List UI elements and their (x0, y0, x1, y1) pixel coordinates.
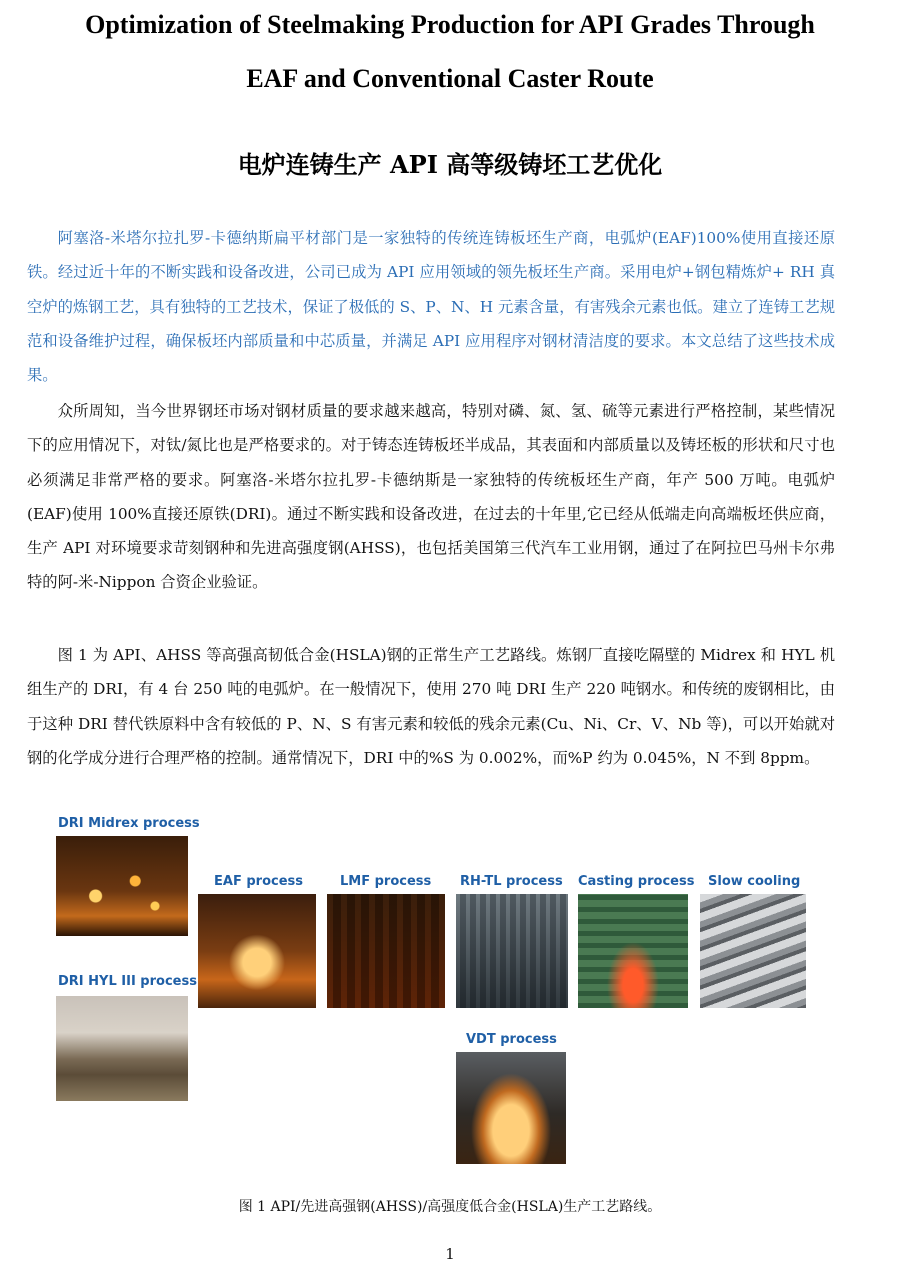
photo-eaf (198, 894, 316, 1008)
title-chinese: 电炉连铸生产 API 高等级铸坯工艺优化 (237, 150, 663, 179)
title-english-line-1: Optimization of Steelmaking Production for API Grades Through (85, 10, 815, 39)
label-vdt: VDT process (466, 1032, 557, 1047)
label-eaf: EAF process (214, 874, 303, 889)
photo-rh-tl (456, 894, 568, 1008)
photo-casting (578, 894, 688, 1008)
label-dri-hyl: DRI HYL III process (58, 974, 197, 989)
label-lmf: LMF process (340, 874, 432, 889)
photo-vdt (456, 1052, 566, 1164)
title-english-line-2: EAF and Conventional Caster Route (246, 64, 654, 93)
paragraph-process-route: 图 1 为 API、AHSS 等高强高韧低合金(HSLA)钢的正常生产工艺路线。炼钢厂直接吃隔壁的 Midrex 和 HYL 机组生产的 DRI，有 4 台 250 吨的电弧炉。在一般情况下，使用 270 吨 DRI 生产 220 吨钢水。和传统的废钢相比，由于这种 DRI 替代铁原料中含有较低的 P、N、S 有害元素和较低的残余元素(Cu、Ni、Cr、V、Nb 等)，可以开始就对钢的化学成分进行合理严格的控制。通常情况下，DRI 中的%S 为 0.002%，而%P 约为 0.045%，N 不到 8ppm。 (27, 646, 835, 767)
label-rh-tl: RH-TL process (460, 874, 563, 889)
label-casting: Casting process (578, 874, 695, 889)
figure-caption: 图 1 API/先进高强钢(AHSS)/高强度低合金(HSLA)生产工艺路线。 (238, 1199, 662, 1215)
photo-lmf (327, 894, 445, 1008)
page-number: 1 (445, 1245, 455, 1263)
abstract: 阿塞洛-米塔尔拉扎罗-卡德纳斯扁平材部门是一家独特的传统连铸板坯生产商，电弧炉(EAF)100%使用直接还原铁。经过近十年的不断实践和设备改进，公司已成为 API 应用领域的领先板坯生产商。采用电炉+钢包精炼炉+ RH 真空炉的炼钢工艺，具有独特的工艺技术，保证了极低的 S、P、N、H 元素含量，有害残余元素也低。建立了连铸工艺规范和设备维护过程，确保板坯内部质量和中芯质量，并满足 API 应用程序对钢材清洁度的要求。本文总结了这些技术成果。 (27, 229, 835, 385)
photo-slow-cooling (700, 894, 806, 1008)
label-dri-midrex: DRI Midrex process (58, 816, 200, 831)
paragraph-intro: 众所周知，当今世界钢坯市场对钢材质量的要求越来越高，特别对磷、氮、氢、硫等元素进行严格控制，某些情况下的应用情况下，对钛/氮比也是严格要求的。对于铸态连铸板坯半成品，其表面和内部质量以及铸坯板的形状和尺寸也必须满足非常严格的要求。阿塞洛-米塔尔拉扎罗-卡德纳斯是一家独特的传统板坯生产商，年产 500 万吨。电弧炉(EAF)使用 100%直接还原铁(DRI)。通过不断实践和设备改进，在过去的十年里,它已经从低端走向高端板坯供应商，生产 API 对环境要求苛刻钢种和先进高强度钢(AHSS)，也包括美国第三代汽车工业用钢，通过了在阿拉巴马州卡尔弗特的阿-米-Nippon 合资企业验证。 (27, 402, 835, 592)
label-slow-cooling: Slow cooling (708, 874, 801, 889)
photo-dri-hyl-plant (56, 996, 188, 1101)
figure-process-route (0, 810, 900, 1190)
photo-dri-midrex-plant (56, 836, 188, 936)
